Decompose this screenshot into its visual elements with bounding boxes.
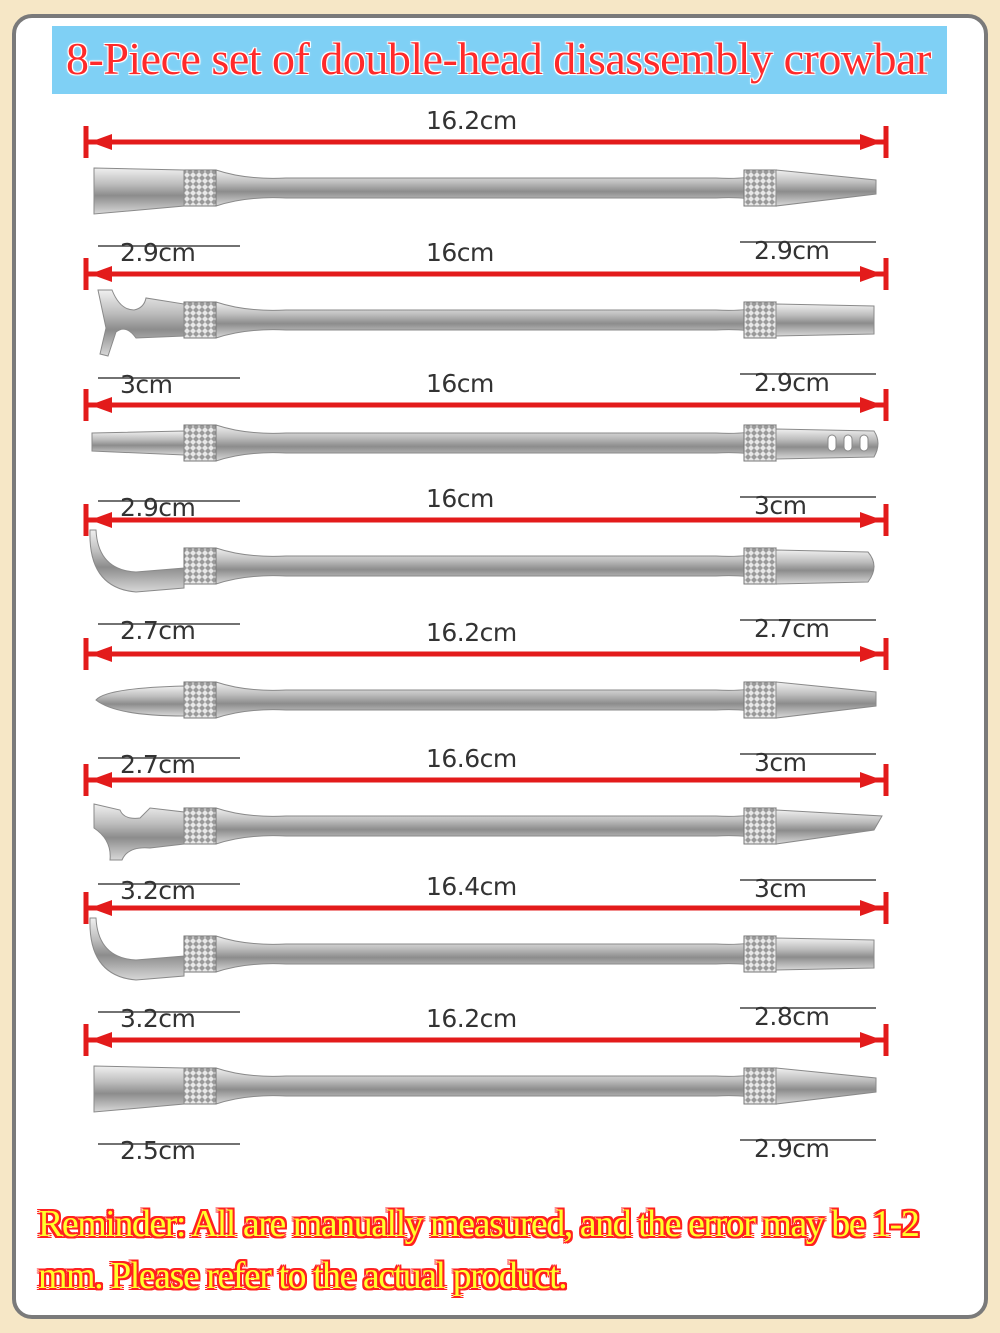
total-length-label: 16.4cm bbox=[426, 872, 517, 901]
tool-shaft bbox=[184, 548, 776, 584]
left-width-label: 3.2cm bbox=[120, 1004, 196, 1033]
left-width-label: 2.5cm bbox=[120, 1136, 196, 1165]
right-tip bbox=[776, 682, 876, 718]
left-tip bbox=[94, 1066, 184, 1112]
right-width-label: 3cm bbox=[754, 748, 807, 777]
grip-knurl-right bbox=[744, 302, 776, 338]
grip-knurl-left bbox=[184, 548, 216, 584]
left-tip bbox=[90, 530, 184, 592]
page-title: 8-Piece set of double-head disassembly crowbar bbox=[66, 33, 931, 84]
grip-knurl-right bbox=[744, 936, 776, 972]
title-banner bbox=[52, 26, 947, 94]
tip-hole bbox=[844, 435, 852, 451]
right-width-label: 3cm bbox=[754, 874, 807, 903]
tool-shaft bbox=[184, 425, 776, 461]
total-length-label: 16.2cm bbox=[426, 618, 517, 647]
right-tip bbox=[776, 550, 874, 584]
right-width-label: 2.9cm bbox=[754, 368, 830, 397]
right-width-label: 2.9cm bbox=[754, 236, 830, 265]
right-width-label: 3cm bbox=[754, 491, 807, 520]
grip-knurl-left bbox=[184, 1068, 216, 1104]
tip-hole bbox=[828, 435, 836, 451]
grip-knurl-left bbox=[184, 302, 216, 338]
right-tip bbox=[776, 170, 876, 206]
grip-knurl-right bbox=[744, 682, 776, 718]
grip-knurl-right bbox=[744, 1068, 776, 1104]
tool-shaft bbox=[184, 936, 776, 972]
total-length-label: 16cm bbox=[426, 369, 494, 398]
right-tip bbox=[776, 304, 874, 336]
tool-shaft bbox=[184, 1068, 776, 1104]
grip-knurl-right bbox=[744, 425, 776, 461]
left-tip bbox=[94, 804, 184, 860]
right-tip bbox=[776, 1068, 876, 1104]
left-width-label: 2.7cm bbox=[120, 616, 196, 645]
tool-shaft bbox=[184, 808, 776, 844]
left-width-label: 3.2cm bbox=[120, 876, 196, 905]
total-length-label: 16cm bbox=[426, 238, 494, 267]
left-tip bbox=[96, 686, 184, 716]
right-width-label: 2.8cm bbox=[754, 1002, 830, 1031]
grip-knurl-left bbox=[184, 808, 216, 844]
reminder-note: Reminder: All are manually measured, and the error may be 1-2 mm. Please refer to the actual product. bbox=[38, 1203, 919, 1297]
product-frame bbox=[12, 14, 988, 1319]
right-width-label: 2.9cm bbox=[754, 1134, 830, 1163]
left-width-label: 2.9cm bbox=[120, 493, 196, 522]
tool-row bbox=[16, 1004, 988, 1166]
grip-knurl-right bbox=[744, 808, 776, 844]
total-length-label: 16cm bbox=[426, 484, 494, 513]
tool-shaft bbox=[184, 682, 776, 718]
left-tip bbox=[94, 168, 184, 214]
total-length-label: 16.2cm bbox=[426, 106, 517, 135]
grip-knurl-left bbox=[184, 425, 216, 461]
left-tip bbox=[92, 431, 184, 455]
right-tip bbox=[776, 938, 874, 970]
right-width-label: 2.7cm bbox=[754, 614, 830, 643]
total-length-label: 16.6cm bbox=[426, 744, 517, 773]
grip-knurl-left bbox=[184, 936, 216, 972]
tool-shaft bbox=[184, 170, 776, 206]
grip-knurl-left bbox=[184, 682, 216, 718]
grip-knurl-left bbox=[184, 170, 216, 206]
total-length-label: 16.2cm bbox=[426, 1004, 517, 1033]
tool-shaft bbox=[184, 302, 776, 338]
left-tip bbox=[98, 290, 184, 356]
left-width-label: 3cm bbox=[120, 370, 173, 399]
left-tip bbox=[90, 918, 184, 980]
left-width-label: 2.9cm bbox=[120, 238, 196, 267]
left-width-label: 2.7cm bbox=[120, 750, 196, 779]
grip-knurl-right bbox=[744, 548, 776, 584]
tool-row bbox=[16, 106, 988, 268]
grip-knurl-right bbox=[744, 170, 776, 206]
right-tip bbox=[776, 810, 882, 844]
tip-hole bbox=[860, 435, 868, 451]
